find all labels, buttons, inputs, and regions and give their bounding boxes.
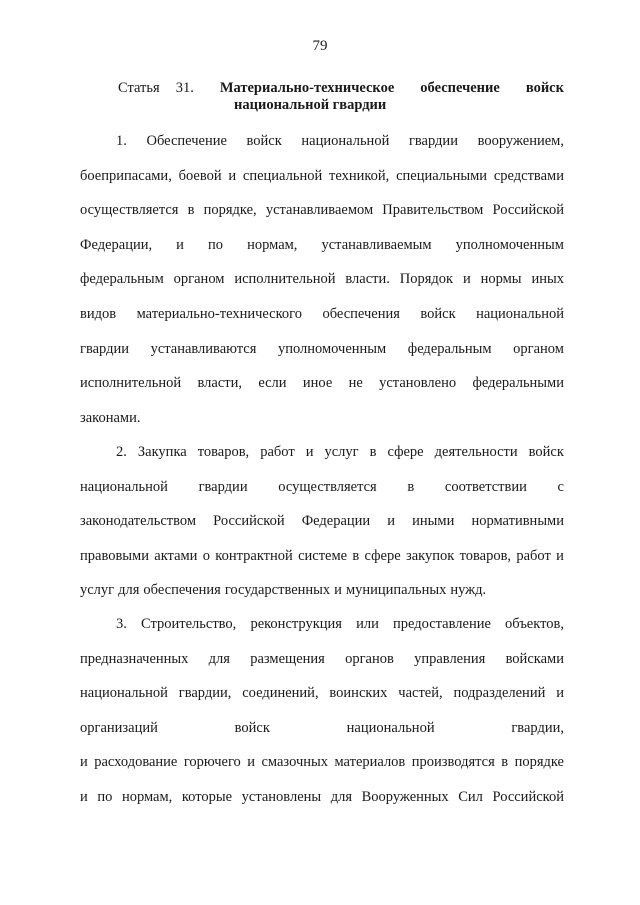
word: и (176, 236, 184, 253)
word: войск (420, 305, 456, 322)
word: соответствии (444, 478, 527, 495)
text-line (80, 124, 564, 159)
word: материалов (334, 754, 406, 771)
text-line (80, 435, 564, 470)
text-line (80, 228, 564, 263)
word: обеспечения (143, 582, 221, 599)
word: нормативными (471, 513, 564, 530)
article-label: Статья (118, 80, 160, 96)
word: не (348, 375, 363, 392)
word: гвардии, (178, 685, 232, 702)
article-title-word: Материально-техническое (219, 80, 395, 96)
word: 3. (116, 616, 127, 632)
word: специальной (242, 167, 323, 184)
word: работ (516, 547, 551, 564)
word: осуществляется (80, 202, 179, 219)
article-title-word: войск (525, 80, 564, 96)
word: и (80, 754, 88, 771)
word: национальной (346, 719, 435, 736)
word: Обеспечение (146, 133, 227, 149)
word: Вооруженных (361, 788, 449, 805)
text-line (80, 539, 564, 574)
word: уполномоченным (455, 236, 564, 253)
word: власти, (197, 375, 242, 392)
word: 1. (116, 133, 127, 149)
word: предоставление (392, 616, 491, 632)
word: в (501, 754, 509, 771)
word: для (208, 650, 230, 667)
page-number: 79 (312, 38, 328, 54)
word: гвардии (198, 478, 248, 495)
word: управления (414, 650, 486, 667)
word: услуг (324, 444, 359, 460)
word: боеприпасами, (80, 167, 172, 184)
word: услуг (80, 582, 115, 599)
word: 2. (116, 444, 127, 460)
text-line (80, 193, 564, 228)
text-line (80, 262, 564, 297)
word: осуществляется (278, 478, 377, 495)
word: в (352, 547, 360, 564)
word: контрактной (215, 547, 293, 564)
word: войск (528, 444, 564, 460)
word: законодательством (80, 513, 197, 530)
article-number: 31. (175, 80, 194, 96)
word: муниципальных (345, 582, 447, 599)
word: установлено (379, 375, 457, 392)
word: и (387, 513, 396, 530)
word: национальной (476, 305, 564, 322)
text-line (80, 607, 564, 642)
word: Сил (458, 788, 483, 805)
paragraph-2 (80, 435, 564, 608)
word: исполнительной (80, 375, 182, 392)
paragraph-1 (80, 124, 564, 435)
word: производятся (411, 754, 495, 771)
text-line (80, 711, 564, 746)
word: Строительство, (141, 616, 237, 632)
word: или (356, 616, 379, 632)
word: Российской (492, 788, 564, 805)
word: нужд. (450, 582, 487, 599)
word: войсками (505, 650, 564, 667)
word: и (305, 444, 314, 460)
text-line (80, 297, 564, 332)
word: Российской (492, 202, 564, 219)
word: национальной (80, 478, 168, 495)
word: власти. (345, 271, 390, 288)
word: актами (154, 547, 198, 564)
word: гвардии, (511, 719, 564, 736)
word: для (118, 582, 140, 599)
article-title-word: обеспечение (420, 80, 500, 96)
word: законами. (80, 409, 141, 426)
word: подразделений (453, 685, 546, 702)
text-line (80, 401, 564, 436)
word: деятельности (434, 444, 518, 460)
word: смазочных (261, 754, 328, 771)
word: нормам, (247, 236, 298, 253)
word: установлены (241, 788, 322, 805)
word: Порядок (399, 271, 454, 288)
word: боевой (178, 167, 222, 184)
word: горючего (183, 754, 241, 771)
word: исполнительной (234, 271, 336, 288)
word: товаров, (197, 444, 250, 460)
word: органов (345, 650, 394, 667)
word: Закупка (137, 444, 187, 460)
text-line (80, 573, 564, 608)
word: размещения (250, 650, 325, 667)
word: системе (298, 547, 348, 564)
paragraph-3 (80, 607, 564, 815)
word: нормы (480, 271, 522, 288)
word: и (80, 788, 88, 805)
word: иных (531, 271, 564, 288)
word: и (556, 547, 564, 564)
word: национальной (301, 133, 390, 149)
word: средствами (493, 167, 564, 184)
word: и (228, 167, 237, 184)
word: войск (246, 133, 282, 149)
word: расходование (94, 754, 178, 771)
word: закупок (405, 547, 455, 564)
word: Федерации (301, 513, 371, 530)
text-line (80, 780, 564, 815)
word: для (330, 788, 353, 805)
word: товаров, (459, 547, 512, 564)
word: и (247, 754, 256, 771)
word: правовыми (80, 547, 149, 564)
article-heading-line-1 (118, 80, 564, 97)
word: гвардии (80, 340, 129, 357)
word: уполномоченным (277, 340, 387, 357)
word: и (462, 271, 471, 288)
text-line (80, 332, 564, 367)
text-line (80, 745, 564, 780)
word: обеспечения (322, 305, 400, 322)
word: о (202, 547, 210, 564)
word: техникой, (329, 167, 390, 184)
word: которые (181, 788, 233, 805)
word: объектов, (505, 616, 564, 632)
word: устанавливаемом (265, 202, 374, 219)
text-line (80, 366, 564, 401)
word: соединений, (242, 685, 319, 702)
word: специальными (396, 167, 488, 184)
text-line (80, 676, 564, 711)
word: гвардии (408, 133, 458, 149)
word: организаций (80, 719, 158, 736)
word: иное (302, 375, 333, 392)
word: по (97, 788, 113, 805)
word: устанавливаемым (321, 236, 432, 253)
word: сфере (364, 547, 401, 564)
word: воинских (329, 685, 388, 702)
word: и (556, 685, 564, 702)
word: видов (80, 305, 117, 322)
word: в (369, 444, 377, 460)
word: порядке, (203, 202, 257, 219)
word: государственных (224, 582, 331, 599)
text-line (80, 470, 564, 505)
word: материально-технического (136, 305, 303, 322)
word: иными (412, 513, 455, 530)
word: вооружением, (477, 133, 564, 149)
word: Российской (213, 513, 285, 530)
word: если (258, 375, 287, 392)
word: федеральными (472, 375, 564, 392)
word: Правительством (382, 202, 484, 219)
article-title-line-2: национальной гвардии (234, 97, 387, 113)
word: реконструкция (250, 616, 342, 632)
word: войск (234, 719, 270, 736)
word: Федерации, (80, 236, 153, 253)
word: устанавливаются (150, 340, 257, 357)
word: работ (260, 444, 295, 460)
word: сфере (387, 444, 424, 460)
word: по (208, 236, 224, 253)
text-line (80, 642, 564, 677)
word: нормам, (121, 788, 173, 805)
word: предназначенных (80, 650, 189, 667)
word: национальной (80, 685, 168, 702)
word: частей, (398, 685, 443, 702)
word: органом (173, 271, 225, 288)
word: в (407, 478, 415, 495)
article-heading (118, 80, 564, 114)
word: федеральным (407, 340, 492, 357)
word: и (334, 582, 342, 599)
word: порядке (514, 754, 564, 771)
word: с (557, 478, 564, 495)
word: в (187, 202, 195, 219)
word: органом (513, 340, 564, 357)
word: федеральным (80, 271, 164, 288)
text-line (80, 504, 564, 539)
text-line (80, 159, 564, 194)
